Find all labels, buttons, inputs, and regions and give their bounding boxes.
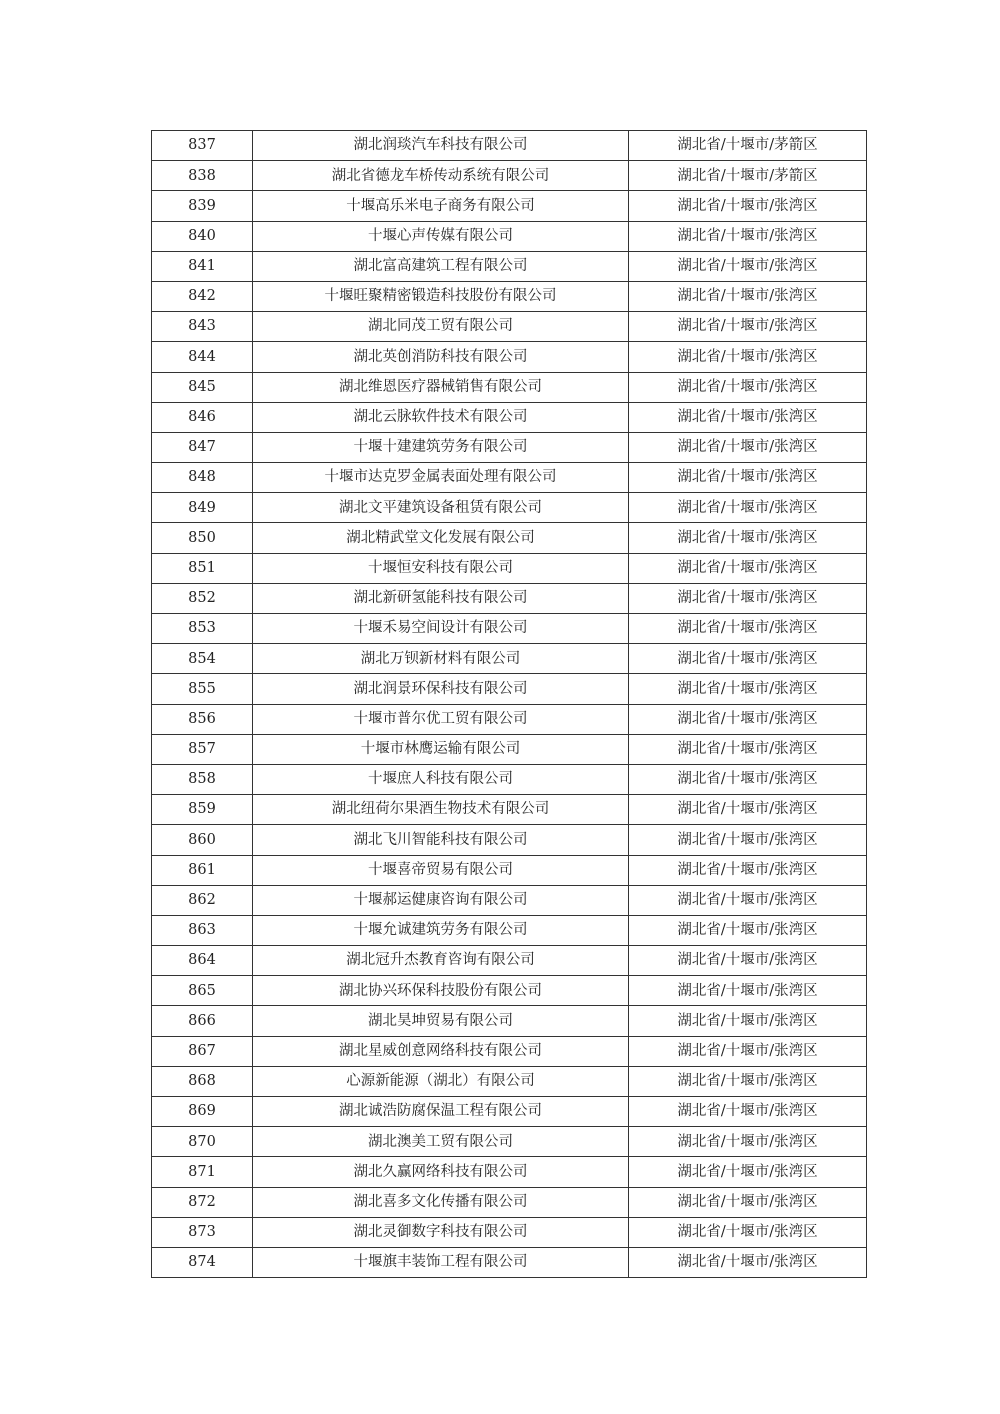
row-number-cell: 850 [152, 523, 253, 553]
company-list-table [151, 130, 867, 1278]
region-cell: 湖北省/十堰市/张湾区 [629, 251, 867, 281]
table-row [152, 1066, 867, 1096]
row-number-cell: 854 [152, 644, 253, 674]
region-cell: 湖北省/十堰市/张湾区 [629, 1247, 867, 1277]
row-number-cell: 874 [152, 1247, 253, 1277]
region-cell: 湖北省/十堰市/张湾区 [629, 281, 867, 311]
table-row [152, 493, 867, 523]
table-row [152, 312, 867, 342]
row-number-cell: 845 [152, 372, 253, 402]
company-name-cell: 湖北同茂工贸有限公司 [253, 312, 629, 342]
region-cell: 湖北省/十堰市/张湾区 [629, 1097, 867, 1127]
table-row [152, 1217, 867, 1247]
company-name-cell: 湖北灵御数字科技有限公司 [253, 1217, 629, 1247]
row-number-cell: 872 [152, 1187, 253, 1217]
company-name-cell: 十堰旗丰装饰工程有限公司 [253, 1247, 629, 1277]
region-cell: 湖北省/十堰市/张湾区 [629, 493, 867, 523]
company-name-cell: 湖北富高建筑工程有限公司 [253, 251, 629, 281]
region-cell: 湖北省/十堰市/张湾区 [629, 795, 867, 825]
table-row [152, 523, 867, 553]
table-row [152, 674, 867, 704]
table-row [152, 402, 867, 432]
row-number-cell: 861 [152, 855, 253, 885]
table-row [152, 1157, 867, 1187]
region-cell: 湖北省/十堰市/张湾区 [629, 855, 867, 885]
table-row [152, 764, 867, 794]
region-cell: 湖北省/十堰市/张湾区 [629, 644, 867, 674]
table-row [152, 644, 867, 674]
table-row [152, 976, 867, 1006]
company-name-cell: 十堰市普尔优工贸有限公司 [253, 704, 629, 734]
table-row [152, 1127, 867, 1157]
company-name-cell: 湖北协兴环保科技股份有限公司 [253, 976, 629, 1006]
company-name-cell: 湖北飞川智能科技有限公司 [253, 825, 629, 855]
row-number-cell: 859 [152, 795, 253, 825]
company-name-cell: 湖北省德龙车桥传动系统有限公司 [253, 161, 629, 191]
table-row [152, 161, 867, 191]
region-cell: 湖北省/十堰市/张湾区 [629, 372, 867, 402]
row-number-cell: 837 [152, 131, 253, 161]
company-name-cell: 十堰心声传媒有限公司 [253, 221, 629, 251]
table-row [152, 342, 867, 372]
row-number-cell: 839 [152, 191, 253, 221]
row-number-cell: 871 [152, 1157, 253, 1187]
region-cell: 湖北省/十堰市/茅箭区 [629, 161, 867, 191]
table-row [152, 251, 867, 281]
region-cell: 湖北省/十堰市/张湾区 [629, 432, 867, 462]
region-cell: 湖北省/十堰市/张湾区 [629, 553, 867, 583]
company-name-cell: 十堰喜帝贸易有限公司 [253, 855, 629, 885]
row-number-cell: 852 [152, 583, 253, 613]
company-name-cell: 湖北润景环保科技有限公司 [253, 674, 629, 704]
table-body [152, 131, 867, 1278]
row-number-cell: 857 [152, 734, 253, 764]
region-cell: 湖北省/十堰市/茅箭区 [629, 131, 867, 161]
row-number-cell: 864 [152, 946, 253, 976]
company-name-cell: 湖北精武堂文化发展有限公司 [253, 523, 629, 553]
row-number-cell: 867 [152, 1036, 253, 1066]
region-cell: 湖北省/十堰市/张湾区 [629, 1157, 867, 1187]
region-cell: 湖北省/十堰市/张湾区 [629, 1006, 867, 1036]
company-name-cell: 十堰郝运健康咨询有限公司 [253, 885, 629, 915]
company-name-cell: 湖北喜多文化传播有限公司 [253, 1187, 629, 1217]
table-row [152, 221, 867, 251]
row-number-cell: 865 [152, 976, 253, 1006]
row-number-cell: 862 [152, 885, 253, 915]
row-number-cell: 843 [152, 312, 253, 342]
region-cell: 湖北省/十堰市/张湾区 [629, 463, 867, 493]
region-cell: 湖北省/十堰市/张湾区 [629, 1187, 867, 1217]
table-row [152, 372, 867, 402]
company-name-cell: 湖北冠升杰教育咨询有限公司 [253, 946, 629, 976]
company-name-cell: 十堰十建建筑劳务有限公司 [253, 432, 629, 462]
table-row [152, 946, 867, 976]
region-cell: 湖北省/十堰市/张湾区 [629, 1036, 867, 1066]
row-number-cell: 873 [152, 1217, 253, 1247]
company-name-cell: 十堰禾易空间设计有限公司 [253, 614, 629, 644]
table-row [152, 915, 867, 945]
region-cell: 湖北省/十堰市/张湾区 [629, 976, 867, 1006]
table-row [152, 885, 867, 915]
region-cell: 湖北省/十堰市/张湾区 [629, 342, 867, 372]
row-number-cell: 841 [152, 251, 253, 281]
table-row [152, 1036, 867, 1066]
table-row [152, 734, 867, 764]
region-cell: 湖北省/十堰市/张湾区 [629, 191, 867, 221]
row-number-cell: 869 [152, 1097, 253, 1127]
table-row [152, 1247, 867, 1277]
company-name-cell: 湖北新研氢能科技有限公司 [253, 583, 629, 613]
row-number-cell: 858 [152, 764, 253, 794]
company-name-cell: 湖北英创消防科技有限公司 [253, 342, 629, 372]
company-name-cell: 湖北润琰汽车科技有限公司 [253, 131, 629, 161]
row-number-cell: 838 [152, 161, 253, 191]
row-number-cell: 868 [152, 1066, 253, 1096]
company-name-cell: 十堰市达克罗金属表面处理有限公司 [253, 463, 629, 493]
row-number-cell: 848 [152, 463, 253, 493]
region-cell: 湖北省/十堰市/张湾区 [629, 614, 867, 644]
region-cell: 湖北省/十堰市/张湾区 [629, 946, 867, 976]
region-cell: 湖北省/十堰市/张湾区 [629, 885, 867, 915]
table-row [152, 704, 867, 734]
table-row [152, 463, 867, 493]
region-cell: 湖北省/十堰市/张湾区 [629, 1127, 867, 1157]
table-row [152, 1006, 867, 1036]
region-cell: 湖北省/十堰市/张湾区 [629, 704, 867, 734]
region-cell: 湖北省/十堰市/张湾区 [629, 1066, 867, 1096]
row-number-cell: 856 [152, 704, 253, 734]
row-number-cell: 846 [152, 402, 253, 432]
row-number-cell: 853 [152, 614, 253, 644]
region-cell: 湖北省/十堰市/张湾区 [629, 674, 867, 704]
company-name-cell: 十堰庶人科技有限公司 [253, 764, 629, 794]
company-name-cell: 湖北久赢网络科技有限公司 [253, 1157, 629, 1187]
region-cell: 湖北省/十堰市/张湾区 [629, 915, 867, 945]
table-row [152, 553, 867, 583]
company-name-cell: 湖北澳美工贸有限公司 [253, 1127, 629, 1157]
row-number-cell: 860 [152, 825, 253, 855]
row-number-cell: 866 [152, 1006, 253, 1036]
table-row [152, 281, 867, 311]
region-cell: 湖北省/十堰市/张湾区 [629, 825, 867, 855]
table-row [152, 1097, 867, 1127]
row-number-cell: 849 [152, 493, 253, 523]
company-name-cell: 十堰旺聚精密锻造科技股份有限公司 [253, 281, 629, 311]
company-name-cell: 十堰高乐米电子商务有限公司 [253, 191, 629, 221]
region-cell: 湖北省/十堰市/张湾区 [629, 1217, 867, 1247]
region-cell: 湖北省/十堰市/张湾区 [629, 312, 867, 342]
company-name-cell: 湖北纽荷尔果酒生物技术有限公司 [253, 795, 629, 825]
region-cell: 湖北省/十堰市/张湾区 [629, 764, 867, 794]
region-cell: 湖北省/十堰市/张湾区 [629, 734, 867, 764]
region-cell: 湖北省/十堰市/张湾区 [629, 523, 867, 553]
row-number-cell: 840 [152, 221, 253, 251]
row-number-cell: 842 [152, 281, 253, 311]
region-cell: 湖北省/十堰市/张湾区 [629, 402, 867, 432]
company-name-cell: 湖北昊坤贸易有限公司 [253, 1006, 629, 1036]
company-name-cell: 湖北万钡新材料有限公司 [253, 644, 629, 674]
company-name-cell: 湖北云脉软件技术有限公司 [253, 402, 629, 432]
row-number-cell: 847 [152, 432, 253, 462]
region-cell: 湖北省/十堰市/张湾区 [629, 583, 867, 613]
region-cell: 湖北省/十堰市/张湾区 [629, 221, 867, 251]
table-row [152, 614, 867, 644]
row-number-cell: 855 [152, 674, 253, 704]
company-name-cell: 十堰允诚建筑劳务有限公司 [253, 915, 629, 945]
company-name-cell: 十堰恒安科技有限公司 [253, 553, 629, 583]
table-row [152, 191, 867, 221]
company-name-cell: 湖北星威创意网络科技有限公司 [253, 1036, 629, 1066]
table-row [152, 1187, 867, 1217]
company-name-cell: 十堰市林鹰运输有限公司 [253, 734, 629, 764]
company-name-cell: 心源新能源（湖北）有限公司 [253, 1066, 629, 1096]
table-row [152, 795, 867, 825]
company-name-cell: 湖北维恩医疗器械销售有限公司 [253, 372, 629, 402]
table-row [152, 432, 867, 462]
table-row [152, 131, 867, 161]
row-number-cell: 870 [152, 1127, 253, 1157]
table-row [152, 855, 867, 885]
company-name-cell: 湖北文平建筑设备租赁有限公司 [253, 493, 629, 523]
row-number-cell: 863 [152, 915, 253, 945]
table-row [152, 825, 867, 855]
company-name-cell: 湖北诚浩防腐保温工程有限公司 [253, 1097, 629, 1127]
table-row [152, 583, 867, 613]
row-number-cell: 851 [152, 553, 253, 583]
row-number-cell: 844 [152, 342, 253, 372]
